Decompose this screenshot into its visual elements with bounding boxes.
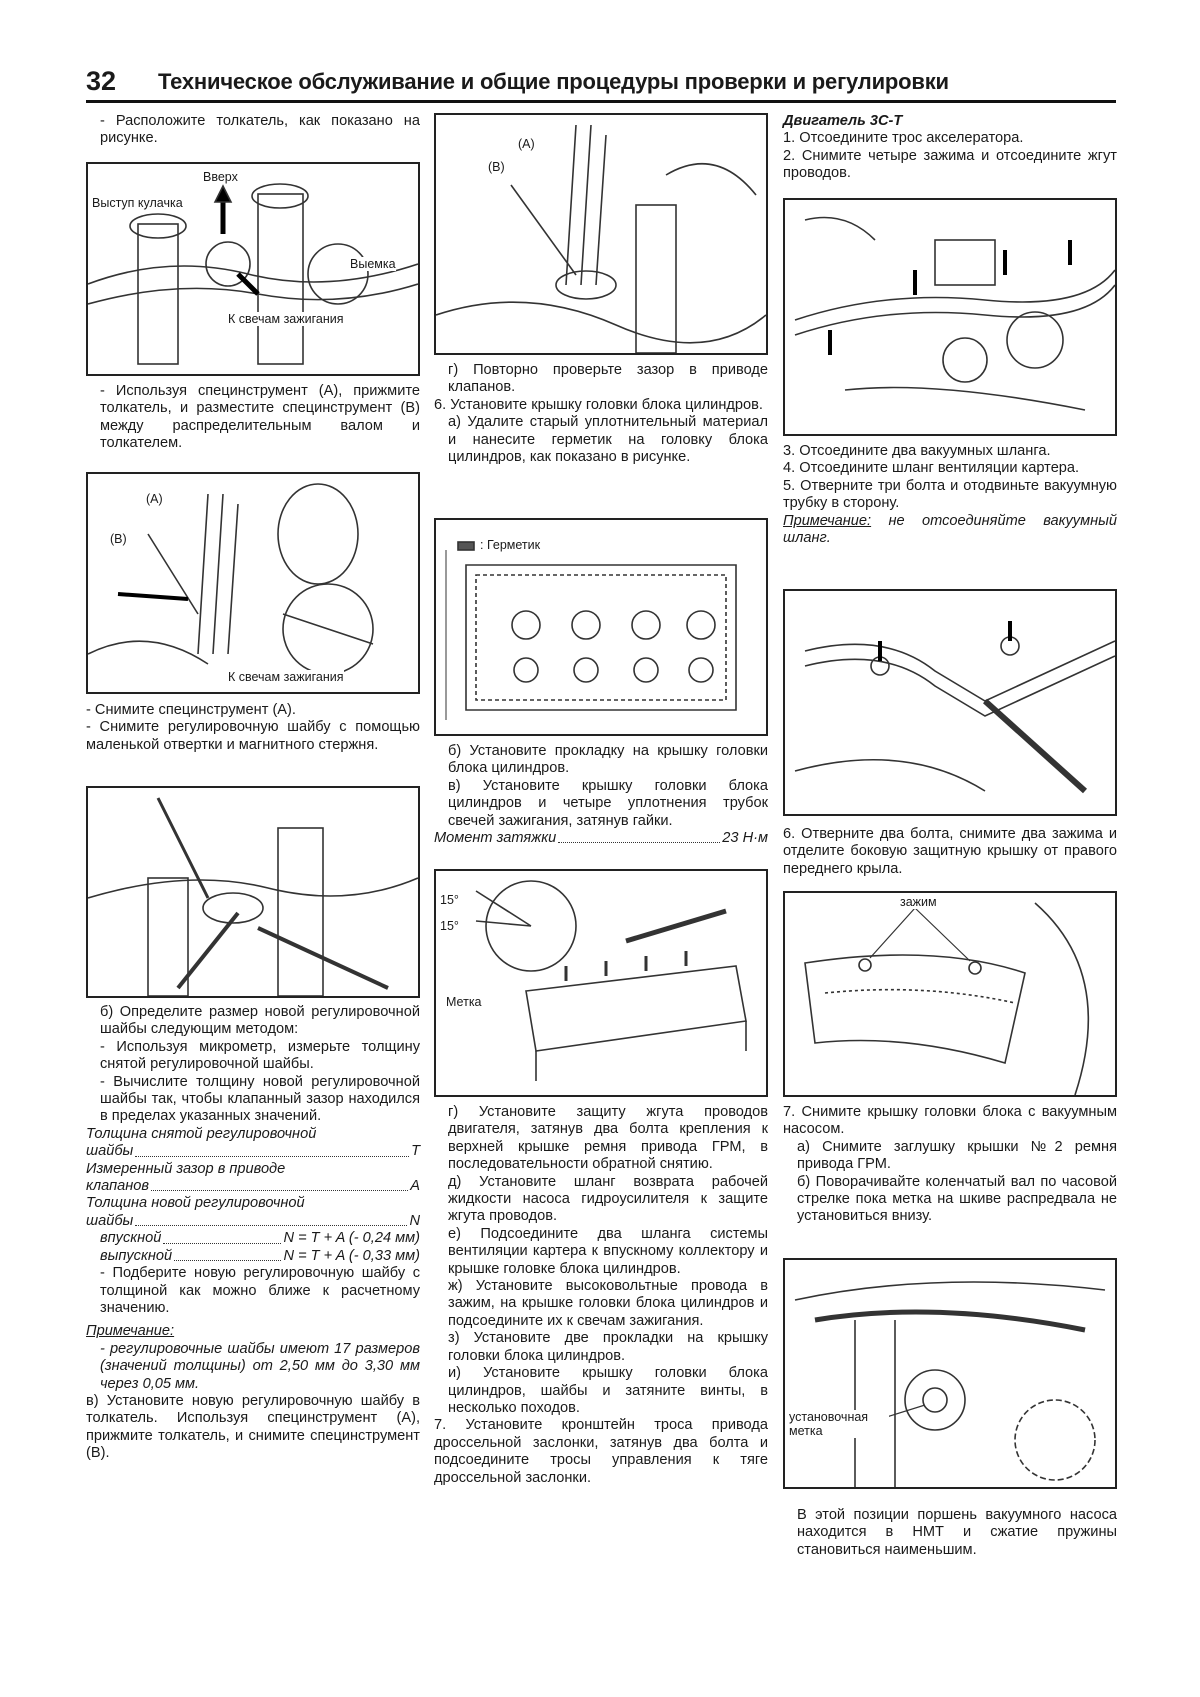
col2-text-3 (434, 1104, 768, 1487)
spec-label: Толщина новой регулировочной (86, 1195, 305, 1212)
spec-row-exhaust (86, 1248, 420, 1265)
figure-sst-recheck (434, 113, 768, 355)
spec-label: шайбы (86, 1143, 134, 1160)
paragraph: ж) Установите высоковольтные провода в зажим, на крышке головки блока цилиндров и подсоедините их к свечам зажигания. (448, 1278, 768, 1329)
paragraph: б) Определите размер новой регулировочной шайбы следующим методом: (100, 1004, 420, 1038)
spec-row-intake (86, 1230, 420, 1247)
paragraph: б) Установите прокладку на крышку головки блока цилиндров. (448, 743, 768, 777)
figure-timing-mark (783, 1258, 1117, 1489)
col3-text-1 (783, 113, 1117, 183)
figure-shim-removal (86, 786, 420, 998)
col3-text-2 (783, 443, 1117, 547)
spec-label: впускной (100, 1230, 162, 1247)
col3-text-5 (783, 1507, 1117, 1559)
spec-label: шайбы (86, 1212, 134, 1229)
figure-engine-wiring (783, 198, 1117, 436)
paragraph: в) Установите новую регулировочную шайбу в толкатель. Используя специнструмент (А), прижмите толкатель, и снимите специнструмент (В). (86, 1392, 420, 1462)
spec-value: 23 Н·м (722, 830, 768, 847)
label-notch: Выемка (350, 257, 396, 271)
paragraph: 5. Отверните три болта и отодвиньте вакуумную трубку в сторону. (783, 477, 1117, 512)
engine-heading: Двигатель 3C-T (783, 113, 903, 129)
note-label: Примечание: (783, 512, 872, 529)
label-cam-lobe: Выступ кулачка (92, 196, 183, 210)
spec-label: Измеренный зазор в приводе (86, 1160, 286, 1177)
paragraph: з) Установите две прокладки на крышку головки блока цилиндров. (448, 1330, 768, 1364)
paragraph: - Снимите специнструмент (А). (86, 702, 296, 718)
figure-lifter-position (86, 162, 420, 376)
label-up: Вверх (203, 170, 238, 184)
paragraph: и) Установите крышку головки блока цилиндров, шайбы и затяните винты, в несколько походов. (448, 1365, 768, 1416)
label-a: (А) (518, 137, 535, 151)
label-b: (В) (488, 160, 505, 174)
note-text: не отсоединяйте вакуумный шланг. (783, 512, 1117, 547)
paragraph: 6. Отверните два болта, снимите два зажима и отделите боковую защитную крышку от правого переднего крыла. (783, 826, 1117, 877)
note-label: Примечание: (86, 1323, 175, 1340)
paragraph: - Расположите толкатель, как показано на рисунке. (100, 113, 420, 147)
spec-value: N (409, 1212, 420, 1229)
page-title: Техническое обслуживание и общие процедуры проверки и регулировки (158, 69, 949, 94)
label-a: (А) (146, 492, 163, 506)
page-number: 32 (86, 66, 117, 96)
paragraph: - Используя специнструмент (А), прижмите толкатель, и разместите специнструмент (В) между распределительным валом и толкателем. (100, 383, 420, 452)
figure-cylinder-cover-install (434, 869, 768, 1097)
paragraph: 1. Отсоедините трос акселератора. (783, 130, 1024, 147)
spec-row-removed-shim (86, 1143, 420, 1160)
paragraph: 4. Отсоедините шланг вентиляции картера. (783, 460, 1080, 477)
spec-value: T (411, 1143, 420, 1160)
col2-text-2 (434, 743, 768, 847)
col2-text-1 (434, 362, 768, 466)
col1-text-2 (86, 383, 420, 453)
paragraph: 6. Установите крышку головки блока цилиндров. (434, 396, 763, 413)
paragraph: 2. Снимите четыре зажима и отсоедините жгут проводов. (783, 147, 1117, 182)
paragraph: а) Снимите заглушку крышки №2 ремня привода ГРМ. (797, 1138, 1117, 1173)
spec-value: N = T + A (- 0,33 мм) (283, 1247, 420, 1264)
paragraph: а) Удалите старый уплотнительный материал и нанесите герметик на головку блока цилиндров, как показано в рисунке. (448, 414, 768, 466)
label-angle-2: 15° (440, 919, 459, 933)
spec-label: клапанов (86, 1178, 149, 1195)
paragraph: - Используя микрометр, измерьте толщину снятой регулировочной шайбы. (100, 1038, 420, 1073)
col3-text-3 (783, 826, 1117, 878)
spec-value: A (410, 1178, 420, 1195)
paragraph: д) Установите шланг возврата рабочей жидкости насоса гидроусилителя к защите жгута проводов. (448, 1173, 768, 1225)
label-angle-1: 15° (440, 893, 459, 907)
paragraph: в) Установите крышку головки блока цилиндров и четыре уплотнения трубок свечей зажигания, затянув гайки. (448, 777, 768, 829)
spec-row-new-shim (86, 1213, 420, 1230)
legend-sealant: : Герметик (480, 538, 541, 552)
spec-label: Момент затяжки (434, 830, 557, 847)
note-text: - регулировочные шайбы имеют 17 размеров (значений толщины) от 2,50 мм до 3,30 мм через 0,05 мм. (100, 1340, 420, 1392)
paragraph: г) Установите защиту жгута проводов двигателя, затянув два болта крепления к верхней крышке ремня привода ГРМ, в последовательности обратной снятию. (448, 1104, 768, 1173)
paragraph: - Вычислите толщину новой регулировочной шайбы так, чтобы клапанный зазор находился в пределах указанных значений. (100, 1073, 420, 1125)
label-timing-mark: установочная метка (789, 1410, 889, 1438)
paragraph: - Подберите новую регулировочную шайбу с толщиной как можно ближе к расчетному значению. (100, 1265, 420, 1316)
paragraph: е) Подсоедините два шланга системы вентиляции картера к впускному коллектору и крышке головке блока цилиндров. (448, 1225, 768, 1277)
page-header (86, 66, 1116, 103)
label-to-plugs: К свечам зажигания (228, 312, 344, 326)
spec-label: выпускной (100, 1247, 173, 1264)
col3-text-4 (783, 1104, 1117, 1226)
figure-side-cover (783, 891, 1117, 1097)
label-to-plugs: К свечам зажигания (228, 670, 344, 684)
paragraph: В этой позиции поршень вакуумного насоса находится в НМТ и сжатие пружины становиться наименьшим. (797, 1507, 1117, 1558)
paragraph: б) Поворачивайте коленчатый вал по часовой стрелке пока метка на шкиве распредвала не установиться внизу. (797, 1173, 1117, 1225)
paragraph: 7. Снимите крышку головки блока с вакуумным насосом. (783, 1104, 1117, 1138)
figure-vacuum-pipe (783, 589, 1117, 816)
paragraph: г) Повторно проверьте зазор в приводе клапанов. (448, 362, 768, 396)
label-b: (В) (110, 532, 127, 546)
spec-row-clearance (86, 1178, 420, 1195)
figure-sealant-application (434, 518, 768, 736)
col1-text-1 (86, 113, 420, 148)
label-mark: Метка (446, 995, 482, 1009)
paragraph: 3. Отсоедините два вакуумных шланга. (783, 443, 1051, 459)
col1-text-3 (86, 702, 420, 754)
figure-sst-install (86, 472, 420, 694)
spec-label: Толщина снятой регулировочной (86, 1125, 317, 1142)
paragraph: - Снимите регулировочную шайбу с помощью маленькой отвертки и магнитного стержня. (86, 719, 420, 753)
spec-value: N = T + A (- 0,24 мм) (283, 1230, 420, 1247)
torque-spec (434, 830, 768, 847)
label-clamp: зажим (900, 895, 937, 909)
paragraph: 7. Установите кронштейн троса привода дроссельной заслонки, затянув два болта и подсоедините тросы управления к тяге дроссельной заслонки. (434, 1417, 768, 1486)
col1-text-4 (86, 1004, 420, 1463)
